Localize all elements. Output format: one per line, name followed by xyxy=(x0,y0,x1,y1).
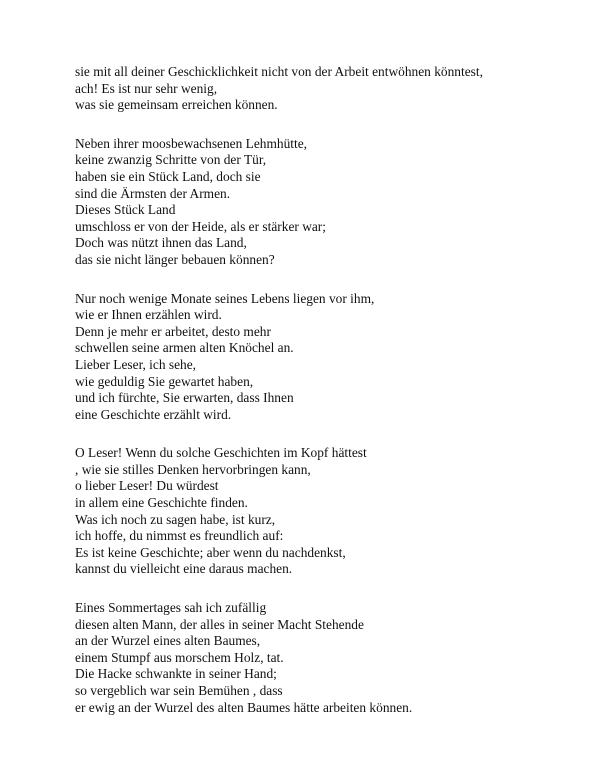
poem-line: Dieses Stück Land xyxy=(75,202,176,218)
poem-line: kannst du vielleicht eine daraus machen. xyxy=(75,561,293,577)
poem-line: umschloss er von der Heide, als er stärker war; xyxy=(75,218,326,234)
poem-line: , wie sie stilles Denken hervorbringen kann, xyxy=(75,461,311,477)
poem-line: Was ich noch zu sagen habe, ist kurz, xyxy=(75,511,276,527)
poem-line: ach! Es ist nur sehr wenig, xyxy=(75,80,218,96)
poem-line: und ich fürchte, Sie erwarten, dass Ihnen xyxy=(75,390,294,406)
poem-line: schwellen seine armen alten Knöchel an. xyxy=(75,340,294,356)
poem-line: wie er Ihnen erzählen wird. xyxy=(75,307,222,323)
poem-line: o lieber Leser! Du würdest xyxy=(75,478,219,494)
poem-line: das sie nicht länger bebauen können? xyxy=(75,251,275,267)
stanza-1 xyxy=(75,64,575,114)
poem-text xyxy=(75,64,575,738)
poem-line: Eines Sommertages sah ich zufällig xyxy=(75,600,267,616)
poem-line: Die Hacke schwankte in seiner Hand; xyxy=(75,666,277,682)
poem-line: eine Geschichte erzählt wird. xyxy=(75,406,232,422)
poem-line: was sie gemeinsam erreichen können. xyxy=(75,97,278,113)
poem-line: so vergeblich war sein Bemühen , dass xyxy=(75,683,283,698)
poem-line: einem Stumpf aus morschem Holz, tat. xyxy=(75,649,284,665)
poem-line: an der Wurzel eines alten Baumes, xyxy=(75,633,261,649)
poem-line: diesen alten Mann, der alles in seiner Macht Stehende xyxy=(75,616,364,632)
poem-line: Es ist keine Geschichte; aber wenn du nachdenkst, xyxy=(75,544,346,560)
poem-line: sind die Ärmsten der Armen. xyxy=(75,185,231,201)
poem-line: sie mit all deiner Geschicklichkeit nicht von der Arbeit entwöhnen könntest, xyxy=(75,64,483,79)
stanza-4 xyxy=(75,445,575,578)
poem-line: Lieber Leser, ich sehe, xyxy=(75,356,197,372)
poem-line: Neben ihrer moosbewachsenen Lehmhütte, xyxy=(75,135,308,151)
poem-line: Doch was nützt ihnen das Land, xyxy=(75,235,247,251)
poem-line: ich hoffe, du nimmst es freundlich auf: xyxy=(75,528,284,544)
stanza-5 xyxy=(75,600,575,716)
stanza-3 xyxy=(75,291,575,424)
stanza-2 xyxy=(75,136,575,269)
poem-line: wie geduldig Sie gewartet haben, xyxy=(75,373,254,389)
poem-line: O Leser! Wenn du solche Geschichten im Kopf hättest xyxy=(75,445,367,461)
poem-line: in allem eine Geschichte finden. xyxy=(75,495,248,511)
poem-line: Nur noch wenige Monate seines Lebens liegen vor ihm, xyxy=(75,290,375,306)
poem-line: haben sie ein Stück Land, doch sie xyxy=(75,168,261,184)
poem-line: Denn je mehr er arbeitet, desto mehr xyxy=(75,323,271,339)
poem-line: er ewig an der Wurzel des alten Baumes hätte arbeiten können. xyxy=(75,699,413,715)
poem-line: keine zwanzig Schritte von der Tür, xyxy=(75,152,267,168)
